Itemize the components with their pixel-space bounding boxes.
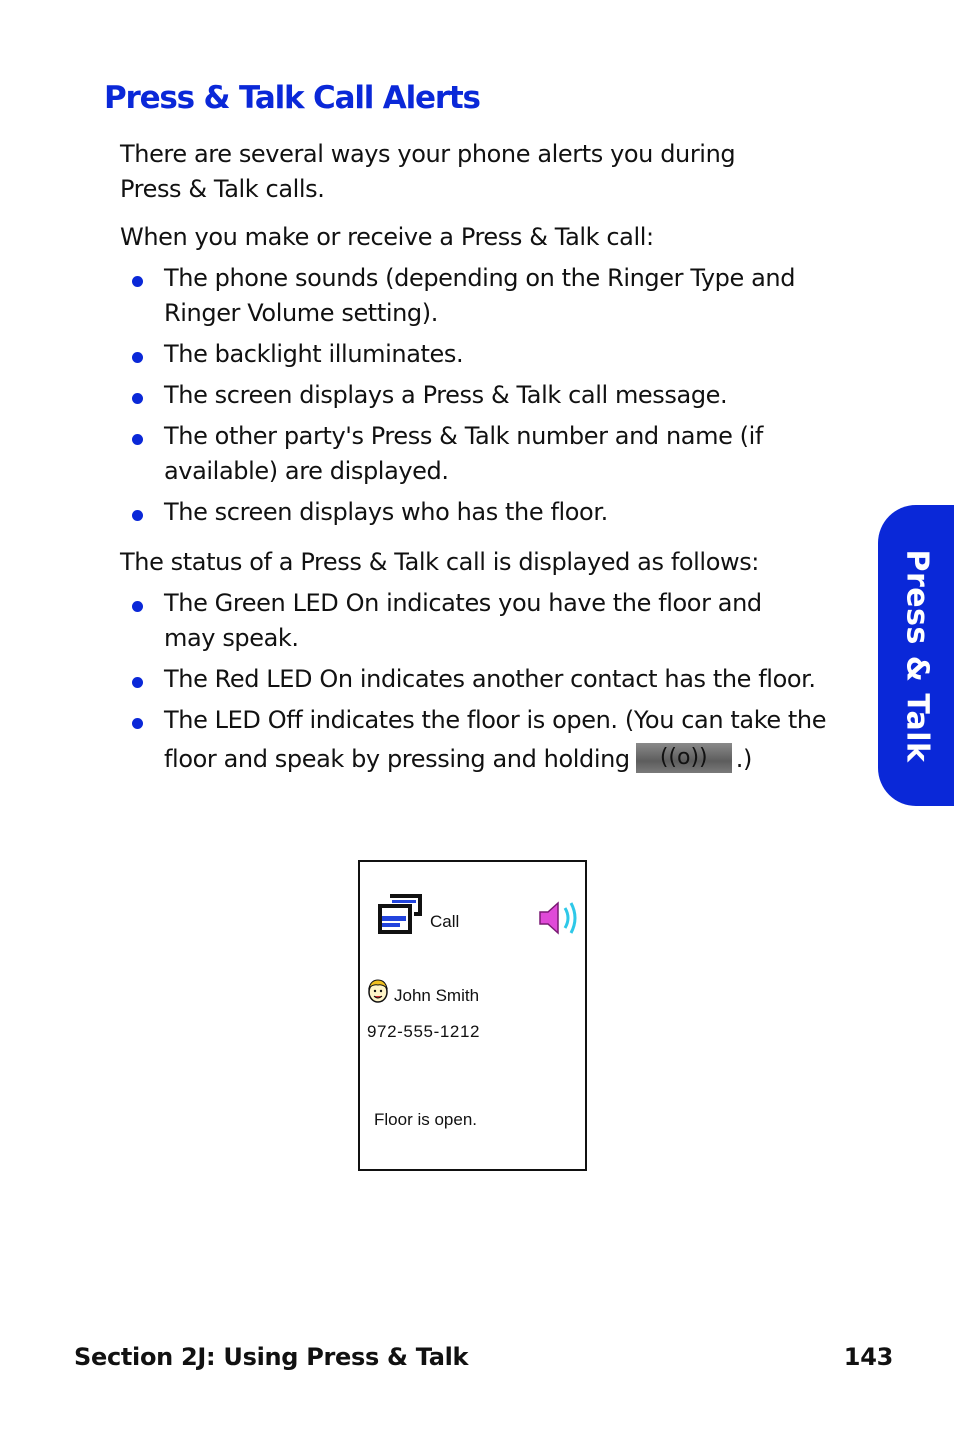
list-item-text: The other party's Press & Talk number and name (if [164,422,763,450]
list-item [120,662,860,697]
list-item-text-part: floor and speak by pressing and holding [164,745,630,773]
bullet-dot-icon [132,718,143,729]
bullet-dot-icon [132,276,143,287]
list-item-text: The phone sounds (depending on the Ringer Type and [164,264,796,292]
bullet-dot-icon [132,393,143,404]
list-item-text: may speak. [164,624,299,652]
list-item [120,586,860,656]
list-item-text: available) are displayed. [164,457,449,485]
floor-status: Floor is open. [374,1110,477,1129]
list-item [120,703,860,777]
bullet-dot-icon [132,434,143,445]
alert-list [120,261,860,530]
bullet-dot-icon [132,601,143,612]
lead-text: The status of a Press & Talk call is displayed as follows: [120,548,759,576]
list-item-text: The screen displays a Press & Talk call message. [164,381,728,409]
list-item-text: The screen displays who has the floor. [164,498,608,526]
side-tab-label: Press & Talk [899,549,935,762]
section-side-tab [878,505,954,806]
list-item-text: The backlight illuminates. [164,340,464,368]
list-item [120,378,860,413]
status-list [120,586,860,777]
list-item [120,495,860,530]
footer-page-number: 143 [843,1343,893,1371]
list-item [120,419,860,489]
intro-line: Press & Talk calls. [120,175,325,203]
bullet-dot-icon [132,677,143,688]
lead-paragraph-status [120,545,860,580]
phone-screen-illustration [358,860,587,1171]
bullet-dot-icon [132,352,143,363]
page-title: Press & Talk Call Alerts [104,80,480,116]
intro-paragraph [120,137,860,207]
list-item-text: The Green LED On indicates you have the floor and [164,589,762,617]
contact-number: 972-555-1212 [367,1022,481,1041]
bullet-dot-icon [132,510,143,521]
lead-text: When you make or receive a Press & Talk call: [120,223,654,251]
list-item-text: The Red LED On indicates another contact has the floor. [164,665,816,693]
list-item-text-part: .) [735,745,752,773]
intro-line: There are several ways your phone alerts you during [120,140,736,168]
lead-paragraph-call [120,220,860,255]
list-item-text: Ringer Volume setting). [164,299,438,327]
list-item [120,337,860,372]
contact-name: John Smith [394,986,480,1005]
contact-face-icon [367,978,389,1004]
call-icon [376,892,422,940]
list-item [120,261,860,331]
list-item-text: The LED Off indicates the floor is open. (You can take the [164,706,827,734]
ptt-key-icon: ((o)) [636,743,732,773]
call-label: Call [430,912,460,931]
speaker-icon [538,900,580,936]
list-item-text [164,742,860,777]
footer-section-label: Section 2J: Using Press & Talk [74,1343,469,1371]
